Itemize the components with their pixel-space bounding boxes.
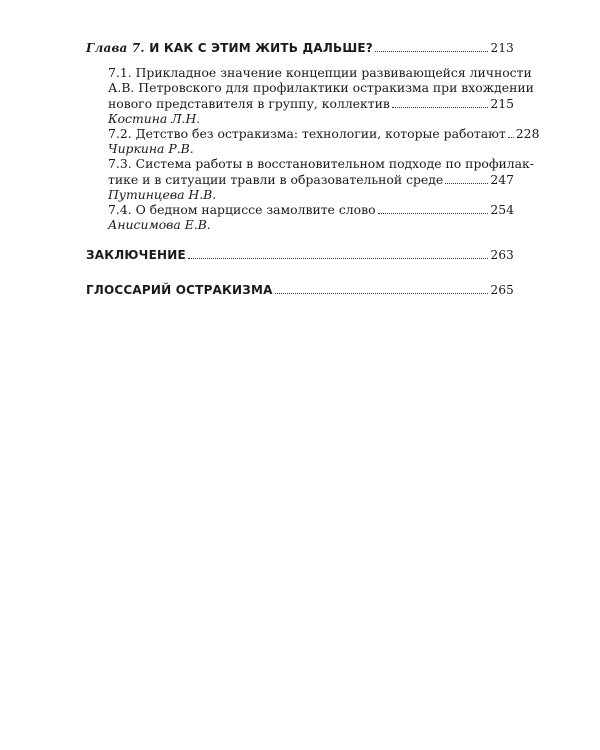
- section-title-line: тике и в ситуации травли в образовательной среде: [108, 171, 444, 187]
- leader-dots: [375, 51, 489, 52]
- glossary-title: ГЛОССАРИЙ ОСТРАКИЗМА: [86, 282, 273, 297]
- section-title-last-line: [108, 126, 540, 142]
- toc-glossary[interactable]: [86, 283, 514, 298]
- section-author: Чиркина Р.В.: [108, 141, 194, 157]
- section-title-line: 7.4. О бедном нарциссе замолвите слово: [108, 202, 376, 218]
- section-title-line: 7.2. Детство без остракизма: технологии, которые работают: [108, 126, 506, 142]
- section-title-line: нового представителя в группу, коллектив: [108, 95, 390, 111]
- section-title-last-line: [108, 202, 514, 217]
- section-title-last-line: [108, 172, 514, 187]
- page-number: 265: [490, 282, 514, 297]
- page-number: 213: [490, 41, 514, 55]
- leader-dots: [508, 137, 514, 138]
- section-title-last-line: [108, 96, 514, 111]
- section-title-line: 7.3. Система работы в восстановительном подходе по профилак-: [108, 156, 534, 172]
- toc-section-7-4[interactable]: [86, 202, 514, 217]
- page-number: 247: [490, 171, 514, 187]
- leader-dots: [392, 107, 488, 108]
- leader-dots: [275, 293, 489, 294]
- chapter-prefix: Глава 7.: [86, 41, 145, 55]
- leader-dots: [445, 183, 488, 184]
- toc-section-7-2[interactable]: [86, 126, 540, 142]
- toc-chapter-7[interactable]: [86, 41, 514, 56]
- leader-dots: [188, 258, 489, 259]
- section-title-line: 7.1. Прикладное значение концепции развивающейся личности: [108, 65, 532, 81]
- page-number: 215: [490, 95, 514, 111]
- toc-conclusion[interactable]: [86, 248, 514, 263]
- section-title-line: А.В. Петровского для профилактики остракизма при вхождении: [108, 80, 534, 96]
- toc-section-7-1[interactable]: [86, 65, 534, 111]
- table-of-contents: [86, 41, 540, 298]
- chapter-title: И КАК С ЭТИМ ЖИТЬ ДАЛЬШЕ?: [149, 41, 373, 55]
- section-author: Анисимова Е.В.: [108, 217, 211, 233]
- leader-dots: [378, 213, 489, 214]
- toc-section-7-3[interactable]: [86, 156, 534, 187]
- section-author: Путинцева Н.В.: [108, 186, 217, 202]
- page-number: 254: [490, 202, 514, 218]
- section-author: Костина Л.Н.: [108, 110, 201, 126]
- chapter-heading: [86, 41, 373, 56]
- page-number: 263: [490, 248, 514, 263]
- conclusion-title: ЗАКЛЮЧЕНИЕ: [86, 248, 186, 263]
- page-number: 228: [515, 126, 540, 142]
